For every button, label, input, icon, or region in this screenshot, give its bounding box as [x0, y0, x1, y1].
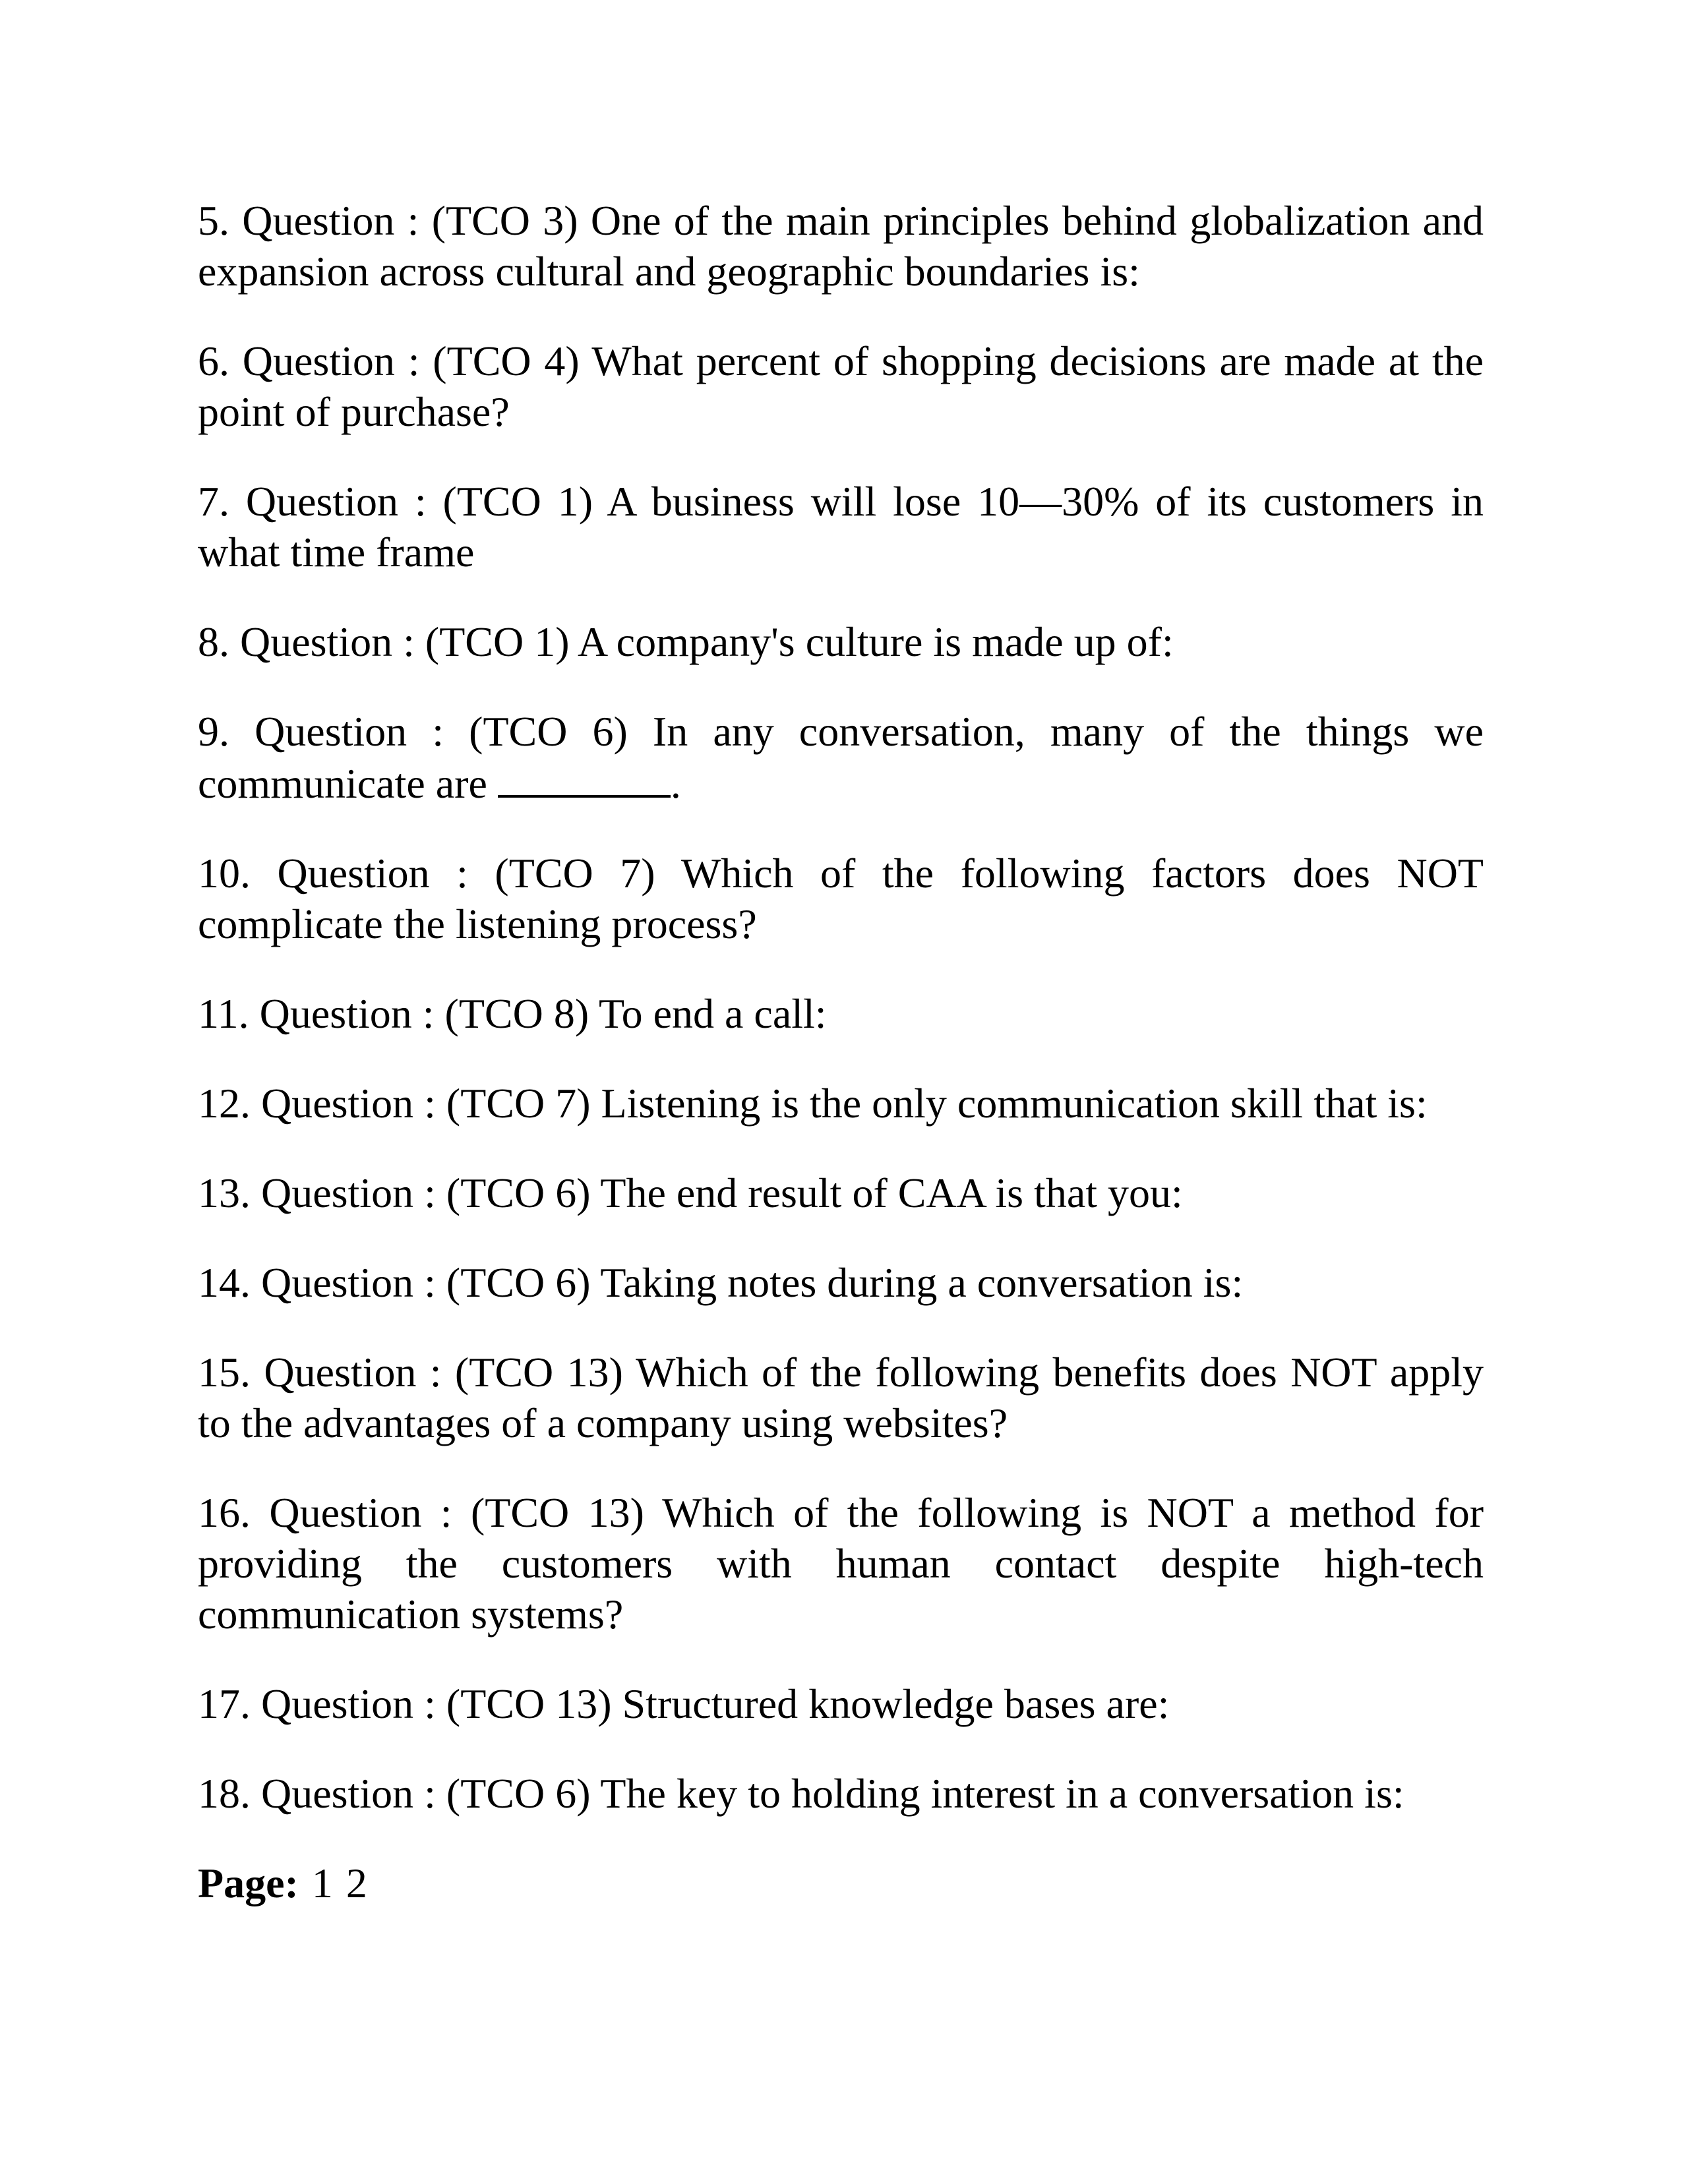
question-6: 6. Question : (TCO 4) What percent of shopping decisions are made at the point of purchase? [198, 338, 1484, 435]
question-14: 14. Question : (TCO 6) Taking notes during a conversation is: [198, 1259, 1244, 1306]
question-11: 11. Question : (TCO 8) To end a call: [198, 990, 827, 1037]
question-9 [198, 706, 1484, 809]
question-17: 17. Question : (TCO 13) Structured knowledge bases are: [198, 1680, 1170, 1727]
question-12: 12. Question : (TCO 7) Listening is the only communication skill that is: [198, 1080, 1428, 1127]
question-15: 15. Question : (TCO 13) Which of the following benefits does NOT apply to the advantages of a company using websites? [198, 1349, 1484, 1446]
pagination-label: Page: [198, 1860, 299, 1906]
question-16: 16. Question : (TCO 13) Which of the following is NOT a method for providing the customers with human contact despite high-tech communication systems? [198, 1489, 1484, 1638]
question-10: 10. Question : (TCO 7) Which of the following factors does NOT complicate the listening process? [198, 850, 1484, 947]
question-9-text: 9. Question : (TCO 6) In any conversation, many of the things we communicate are [198, 708, 1484, 807]
fill-in-blank [498, 757, 671, 798]
question-13: 13. Question : (TCO 6) The end result of CAA is that you: [198, 1169, 1183, 1216]
question-8: 8. Question : (TCO 1) A company's culture is made up of: [198, 618, 1174, 665]
page-link-1[interactable]: 1 [311, 1860, 333, 1906]
question-18: 18. Question : (TCO 6) The key to holding interest in a conversation is: [198, 1770, 1404, 1817]
question-7: 7. Question : (TCO 1) A business will lose 10—30% of its customers in what time frame [198, 478, 1484, 576]
pagination [198, 1858, 1484, 1908]
question-9-suffix: . [670, 760, 681, 807]
question-5: 5. Question : (TCO 3) One of the main principles behind globalization and expansion across cultural and geographic boundaries is: [198, 197, 1484, 295]
document-page [198, 195, 1484, 1908]
page-link-2[interactable]: 2 [346, 1860, 367, 1906]
